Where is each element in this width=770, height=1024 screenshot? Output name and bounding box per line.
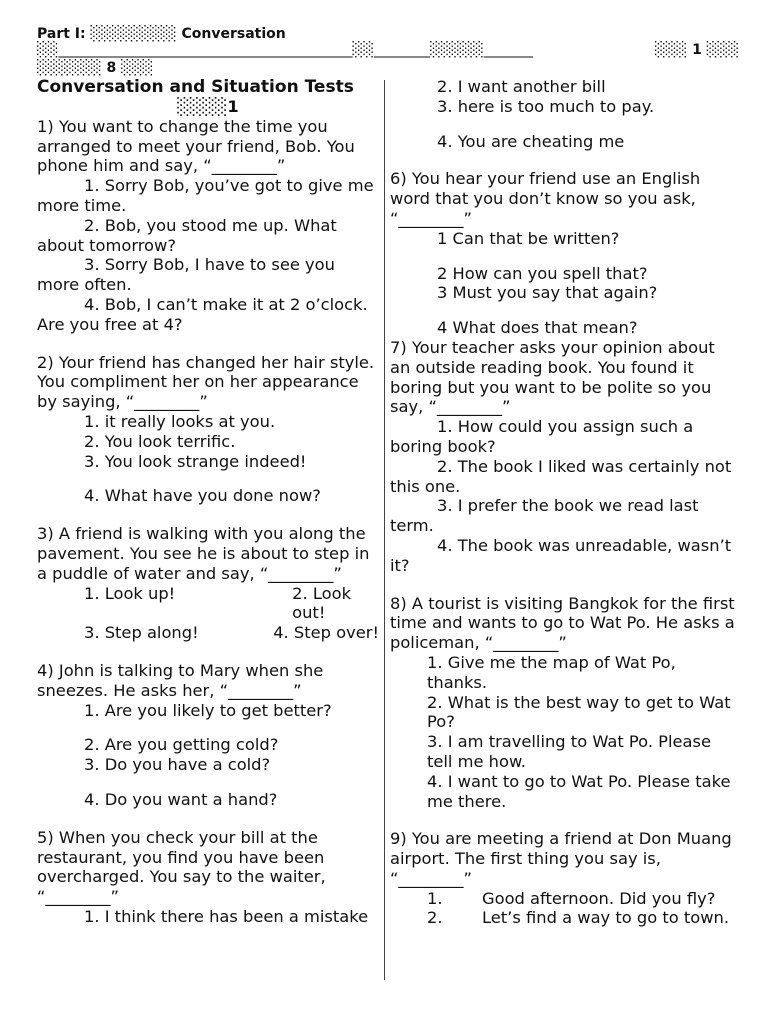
option: 4. You are cheating me [437, 131, 625, 151]
question-stem: 7) Your teacher asks your opinion about an outside reading book. You found it boring but you want to be polite so you say, “________” [390, 337, 715, 417]
option: 1. Are you likely to get better? [84, 700, 332, 720]
option: 4. What have you done now? [84, 486, 321, 506]
question-stem: 2) Your friend has changed her hair style. You compliment her on her appearance by saying, “________” [37, 352, 375, 412]
question-stem: 4) John is talking to Mary when she sneezes. He asks her, “________” [37, 660, 324, 700]
option: 1. Sorry Bob, you’ve got to give me more time. [37, 176, 374, 215]
question-6 [390, 169, 740, 338]
question-stem: 9) You are meeting a friend at Don Muang airport. The first thing you say is, “________” [390, 829, 732, 888]
option-number: 1. [427, 888, 443, 908]
option: 2. Bob, you stood me up. What about tomorrow? [37, 215, 337, 255]
option: 1. How could you assign such a boring book? [390, 417, 694, 456]
question-1 [37, 117, 379, 335]
question-stem: 8) A tourist is visiting Bangkok for the first time and wants to go to Wat Po. He asks a policeman, “________” [390, 593, 735, 653]
option: 4. Bob, I can’t make it at 2 o’clock. Are you free at 4? [37, 294, 368, 334]
test-title: Conversation and Situation Tests [37, 77, 354, 97]
option: 1 Can that be written? [437, 228, 620, 248]
option: 2. The book I liked was certainly not this one. [390, 456, 732, 496]
question-5-continued [390, 77, 740, 151]
question-8 [390, 594, 740, 812]
option: 3 Must you say that again? [437, 283, 658, 303]
option: 4. I want to go to Wat Po. Please take me there. [427, 771, 731, 811]
option-text: Let’s find a way to go to town. [482, 908, 730, 928]
option: 2. I want another bill [437, 77, 606, 96]
question-2 [37, 353, 379, 507]
option: 2. What is the best way to get to Wat Po? [427, 692, 731, 732]
question-stem: 3) A friend is walking with you along the pavement. You see he is about to step in a puddle of water and say, “________” [37, 524, 370, 583]
option: 3. Do you have a cold? [84, 755, 271, 775]
option: 4 What does that mean? [437, 318, 638, 338]
option: 1. I think there has been a mistake [84, 906, 369, 926]
left-column [37, 77, 379, 927]
class-number-label: ░░________░░░░░_______ [352, 42, 533, 58]
option: 3. You look strange indeed! [84, 451, 307, 471]
name-label: ░░ [37, 42, 59, 58]
option: 1. Look up! [84, 583, 176, 603]
option: 2 How can you spell that? [437, 263, 648, 283]
option: 2. Look out! [292, 583, 352, 623]
question-9 [390, 829, 740, 928]
option: 4. The book was unreadable, wasn’t it? [390, 535, 732, 575]
option: 4. Do you want a hand? [84, 789, 278, 809]
option: 4. Step over! [273, 623, 379, 643]
question-4 [37, 661, 379, 810]
option: 3. Step along! [84, 623, 199, 643]
option: 2. Are you getting cold? [84, 735, 279, 755]
question-5 [37, 828, 379, 927]
option: 3. here is too much to pay. [437, 96, 655, 116]
option: 3. Sorry Bob, I have to see you more often. [37, 255, 335, 295]
question-7 [390, 338, 740, 576]
question-3 [37, 524, 379, 643]
question-stem: 5) When you check your bill at the restaurant, you find you have been overcharged. You say to the waiter, “________” [37, 827, 326, 907]
option [390, 908, 740, 928]
test-subtitle: ░░░░1 [177, 97, 239, 116]
part-heading: Part I: ░░░░░░░░ Conversation [37, 26, 286, 42]
question-stem: 1) You want to change the time you arranged to meet your friend, Bob. You phone him and say, “________” [37, 116, 355, 176]
option: 1. Give me the map of Wat Po, thanks. [427, 652, 676, 692]
column-divider [384, 80, 385, 980]
option-number: 2. [427, 908, 443, 928]
instruction-line: ░░░░░░ 8 ░░░ [37, 60, 154, 76]
option [390, 889, 740, 909]
option: 3. I am travelling to Wat Po. Please tell me how. [427, 732, 712, 771]
option-text: Good afternoon. Did you fly? [482, 888, 716, 908]
option: 2. You look terrific. [84, 431, 236, 451]
option: 1. it really looks at you. [84, 411, 276, 431]
name-line: ░░__________________________________________░░________░░░░░_______ [37, 42, 533, 58]
option: 3. I prefer the book we read last term. [390, 496, 699, 536]
right-column [390, 77, 740, 928]
question-stem: 6) You hear your friend use an English word that you don’t know so you ask, “________” [390, 169, 701, 228]
score-label: ░░░ 1 ░░░ [655, 42, 740, 58]
